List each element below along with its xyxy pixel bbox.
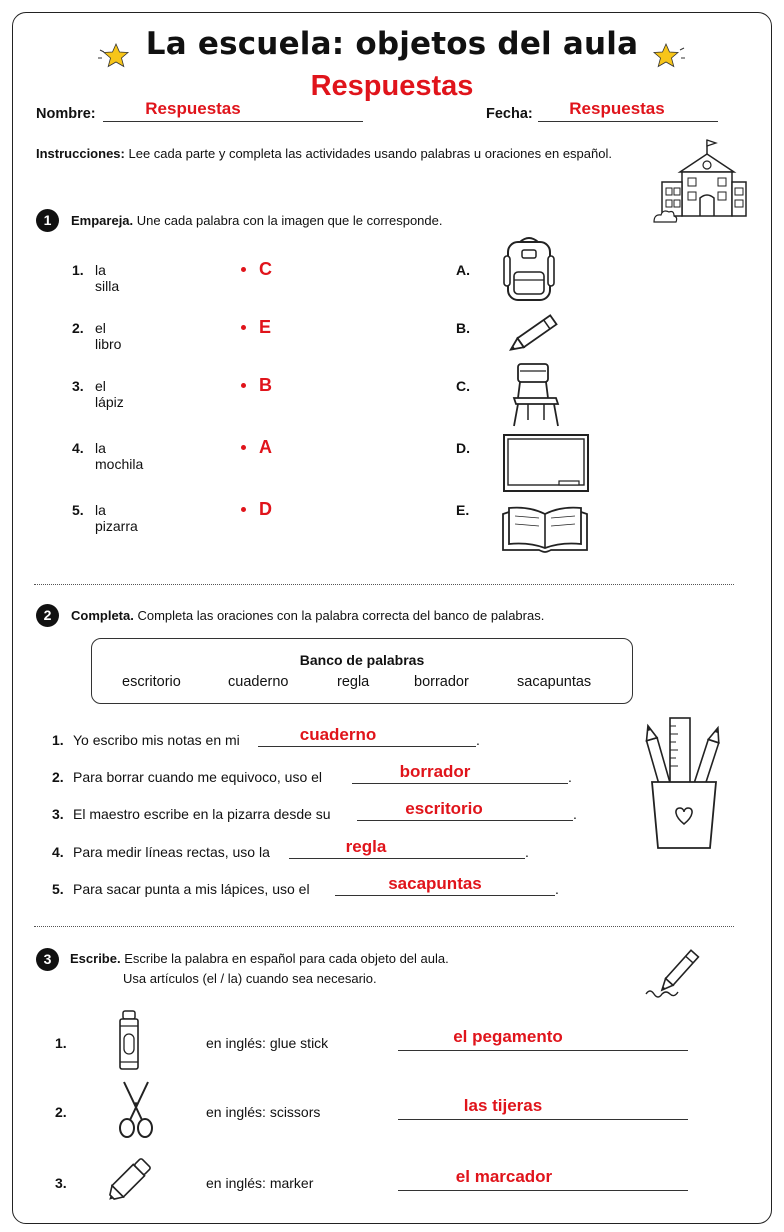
blank-answer: escritorio [405, 799, 483, 818]
name-label: Nombre: [36, 106, 96, 122]
blank-answer: regla [345, 837, 387, 856]
match-dot[interactable] [241, 325, 246, 330]
match-answer: B [259, 375, 272, 395]
sentence-text: Yo escribo mis notas en mi [73, 732, 240, 748]
sentence-text: Para sacar punta a mis lápices, uso el [73, 881, 310, 897]
marker-icon [104, 1150, 154, 1210]
word-bank-title: Banco de palabras [299, 652, 425, 668]
match-word: el lápiz [95, 378, 124, 410]
english-word: en inglés: scissors [206, 1104, 321, 1120]
date-label: Fecha: [486, 106, 533, 122]
write-number: 3. [55, 1175, 67, 1191]
section-1-text: Une cada palabra con la imagen que le corresponde. [136, 213, 443, 228]
match-word: la mochila [95, 440, 144, 472]
section-2-instructions [71, 608, 544, 623]
sentence-text: Para medir líneas rectas, uso la [73, 844, 270, 860]
write-answer: el pegamento [453, 1027, 563, 1046]
blank-answer: sacapuntas [388, 874, 482, 893]
match-word: la pizarra [95, 502, 138, 534]
section-3-text-2: Usa artículos (el / la) cuando sea necesario. [123, 971, 377, 986]
match-number: 4. [72, 440, 84, 456]
section-3-badge: 3 [36, 948, 59, 971]
sentence-text: El maestro escribe en la pizarra desde su [73, 806, 331, 822]
match-letter: C. [456, 378, 470, 394]
backpack-icon [500, 234, 558, 302]
match-word: la silla [95, 262, 120, 294]
blank-answer: borrador [399, 762, 471, 781]
section-3-heading: Escribe. [70, 951, 121, 966]
match-word: el libro [95, 320, 122, 352]
match-number: 2. [72, 320, 84, 336]
pencil-writing-icon [642, 946, 706, 1002]
match-answer: C [259, 259, 272, 279]
page-title: La escuela: objetos del aula [145, 26, 639, 62]
instructions [36, 146, 612, 161]
section-2-text: Completa las oraciones con la palabra correcta del banco de palabras. [137, 608, 545, 623]
section-2-heading: Completa. [71, 608, 134, 623]
pencil-icon [504, 310, 564, 358]
word-bank-item: regla [337, 674, 370, 690]
blank-answer: cuaderno [299, 725, 377, 744]
section-2-badge: 2 [36, 604, 59, 627]
match-dot[interactable] [241, 445, 246, 450]
chalkboard-icon [503, 434, 589, 492]
section-1-heading: Empareja. [71, 213, 134, 228]
glue-stick-icon [117, 1010, 141, 1070]
section-divider [34, 584, 734, 585]
page-subtitle: Respuestas [310, 70, 474, 102]
match-number: 5. [72, 502, 84, 518]
match-letter: D. [456, 440, 470, 456]
match-dot[interactable] [241, 383, 246, 388]
chair-icon [510, 362, 562, 428]
star-icon-right [648, 40, 688, 72]
write-answer: las tijeras [463, 1096, 543, 1115]
match-number: 3. [72, 378, 84, 394]
write-answer: el marcador [455, 1167, 553, 1186]
sentence-number: 3. [52, 806, 64, 822]
match-dot[interactable] [241, 507, 246, 512]
pencil-cup-icon [644, 716, 724, 852]
section-1-badge: 1 [36, 209, 59, 232]
sentence-number: 1. [52, 732, 64, 748]
word-bank-item: borrador [414, 674, 469, 690]
sentence-text: Para borrar cuando me equivoco, uso el [73, 769, 323, 785]
match-number: 1. [72, 262, 84, 278]
school-building-icon [652, 134, 752, 226]
section-3-instructions [70, 951, 449, 966]
scissors-icon [114, 1080, 158, 1140]
name-value: Respuestas [145, 99, 241, 118]
section-divider [34, 926, 734, 927]
sentence-number: 5. [52, 881, 64, 897]
match-letter: A. [456, 262, 470, 278]
word-bank [91, 638, 633, 704]
sentence-number: 4. [52, 844, 64, 860]
section-1-instructions [71, 213, 442, 228]
word-bank-item: escritorio [122, 674, 181, 690]
match-answer: A [259, 437, 272, 457]
match-dot[interactable] [241, 267, 246, 272]
date-value: Respuestas [569, 99, 665, 118]
word-bank-item: sacapuntas [517, 674, 592, 690]
english-word: en inglés: marker [206, 1175, 314, 1191]
book-icon [499, 502, 591, 554]
instructions-text: Lee cada parte y completa las actividades usando palabras u oraciones en español. [128, 146, 612, 161]
english-word: en inglés: glue stick [206, 1035, 329, 1051]
match-answer: E [259, 317, 272, 337]
star-icon-left [96, 40, 136, 72]
word-bank-item: cuaderno [228, 674, 289, 690]
instructions-label: Instrucciones: [36, 146, 125, 161]
write-number: 1. [55, 1035, 67, 1051]
match-letter: E. [456, 502, 470, 518]
match-answer: D [259, 499, 272, 519]
match-letter: B. [456, 320, 470, 336]
section-3-text: Escribe la palabra en español para cada objeto del aula. [124, 951, 449, 966]
write-number: 2. [55, 1104, 67, 1120]
sentence-number: 2. [52, 769, 64, 785]
